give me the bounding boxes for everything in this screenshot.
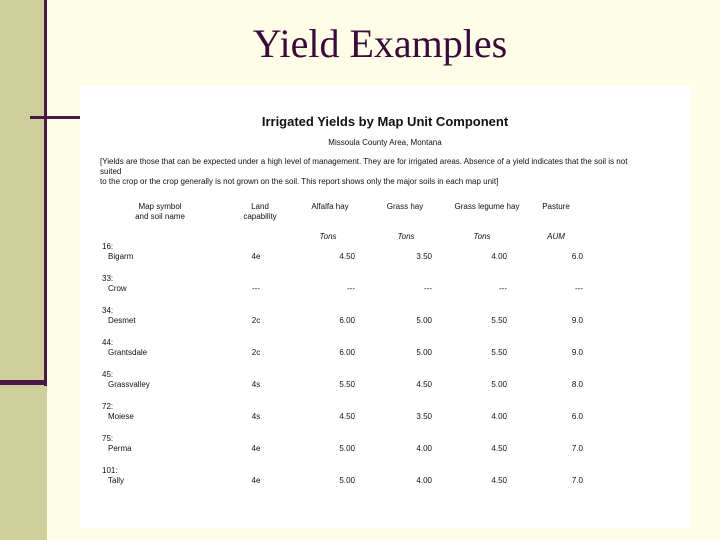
header-pasture: Pasture (542, 202, 570, 211)
cell-grass-legume: --- (499, 284, 507, 293)
report-title: Irrigated Yields by Map Unit Component (261, 114, 509, 129)
table-row (80, 242, 690, 272)
soil-name: Bigarm (108, 252, 134, 261)
slide-title: Yield Examples (252, 21, 508, 66)
cell-pasture: 9.0 (571, 348, 583, 357)
cell-grass-legume: 4.50 (491, 476, 507, 485)
cell-pasture: 9.0 (571, 316, 583, 325)
cell-alfalfa: 6.00 (339, 348, 355, 357)
cell-capability: 2c (251, 316, 261, 325)
soil-name: Tally (108, 476, 125, 485)
cell-grass-legume: 4.00 (491, 252, 507, 261)
soil-name: Perma (108, 444, 132, 453)
cell-grass: 5.00 (416, 316, 432, 325)
cell-alfalfa: 4.50 (339, 252, 355, 261)
unit-pasture: AUM (547, 232, 565, 241)
unit-alfalfa: Tons (319, 232, 337, 241)
soil-name: Moiese (108, 412, 134, 421)
map-symbol: 16: (102, 242, 114, 251)
header-text: Land (251, 202, 269, 211)
cell-alfalfa: 5.00 (339, 444, 355, 453)
header-text: Map symbol (138, 202, 182, 211)
cell-capability: 2c (251, 348, 261, 357)
cell-grass-legume: 5.00 (491, 380, 507, 389)
map-symbol: 33: (102, 274, 114, 283)
cell-grass: 4.50 (416, 380, 432, 389)
report-note-line: [Yields are those that can be expected under a high level of management. They are for irrigated areas. Absence of a yield indicates that the soil is not (100, 157, 628, 166)
cell-capability: 4s (251, 380, 261, 389)
cell-grass-legume: 5.50 (491, 348, 507, 357)
table-row (80, 402, 690, 432)
cell-grass-legume: 4.00 (491, 412, 507, 421)
cell-pasture: 8.0 (571, 380, 583, 389)
report-subtitle: Missoula County Area, Montana (328, 138, 442, 147)
table-row (80, 338, 690, 368)
cell-pasture: 6.0 (571, 252, 583, 261)
header-grass-legume: Grass legume hay (454, 202, 520, 211)
header-land-capability (230, 202, 290, 222)
cell-alfalfa: 6.00 (339, 316, 355, 325)
title-accent-line (30, 116, 80, 119)
header-text: and soil name (135, 212, 185, 221)
cell-pasture: 6.0 (571, 412, 583, 421)
map-symbol: 44: (102, 338, 114, 347)
cell-grass: 4.00 (416, 444, 432, 453)
cell-pasture: 7.0 (571, 444, 583, 453)
cell-alfalfa: --- (347, 284, 355, 293)
cell-pasture: 7.0 (571, 476, 583, 485)
cell-grass: 3.50 (416, 412, 432, 421)
cell-grass: --- (424, 284, 432, 293)
map-symbol: 45: (102, 370, 114, 379)
map-symbol: 75: (102, 434, 114, 443)
soil-name: Desmet (108, 316, 136, 325)
header-grass: Grass hay (386, 202, 424, 211)
map-symbol: 101: (102, 466, 118, 475)
report-note-line: to the crop or the crop generally is not grown on the soil. This report shows only the major soils in each map unit] (100, 177, 499, 186)
map-symbol: 34: (102, 306, 114, 315)
report-image (80, 86, 690, 528)
cell-grass-legume: 4.50 (491, 444, 507, 453)
sidebar-edge-line (44, 0, 47, 386)
map-symbol: 72: (102, 402, 114, 411)
table-row (80, 306, 690, 336)
cell-capability: 4e (251, 476, 261, 485)
report-note-line: suited (100, 167, 122, 176)
cell-grass: 5.00 (416, 348, 432, 357)
cell-alfalfa: 5.50 (339, 380, 355, 389)
soil-name: Grassvalley (108, 380, 150, 389)
header-map-symbol (110, 202, 210, 222)
cell-capability: 4e (251, 444, 261, 453)
cell-alfalfa: 5.00 (339, 476, 355, 485)
sidebar-bottom-bar (0, 380, 47, 385)
table-row (80, 370, 690, 400)
slide-sidebar (0, 0, 47, 540)
cell-grass: 3.50 (416, 252, 432, 261)
soil-name: Grantsdale (108, 348, 148, 357)
table-row (80, 434, 690, 464)
cell-grass-legume: 5.50 (491, 316, 507, 325)
cell-capability: 4s (251, 412, 261, 421)
table-row (80, 274, 690, 304)
cell-pasture: --- (575, 284, 583, 293)
cell-alfalfa: 4.50 (339, 412, 355, 421)
header-text: capability (243, 212, 277, 221)
cell-capability: --- (252, 284, 260, 293)
unit-grass-legume: Tons (473, 232, 491, 241)
cell-capability: 4e (251, 252, 261, 261)
soil-name: Crow (108, 284, 127, 293)
unit-grass: Tons (397, 232, 415, 241)
header-alfalfa: Alfalfa hay (311, 202, 349, 211)
cell-grass: 4.00 (416, 476, 432, 485)
table-row (80, 466, 690, 496)
report-note (100, 157, 660, 187)
